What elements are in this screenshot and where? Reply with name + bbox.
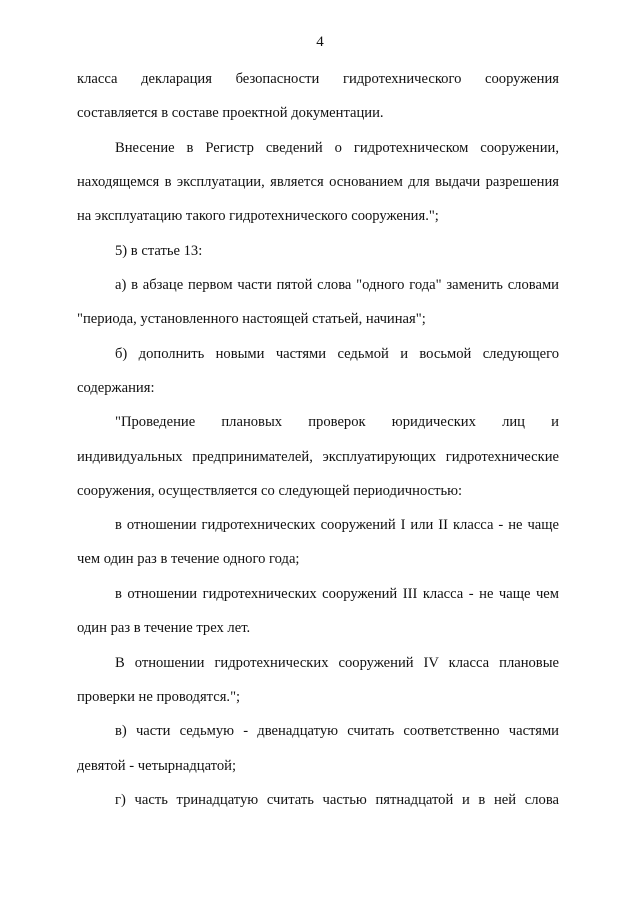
text-line: в отношении гидротехнических сооружений III класса - не чаще чем (115, 586, 559, 602)
text-line: составляется в составе проектной документации. (77, 105, 384, 121)
text-line: проверки не проводятся."; (77, 689, 241, 705)
text-line: индивидуальных предпринимателей, эксплуатирующих гидротехнические (77, 449, 559, 465)
text-line: один раз в течение трех лет. (77, 620, 251, 636)
text-line: "периода, установленного настоящей статьей, начиная"; (77, 311, 426, 327)
text-line: г) часть тринадцатую считать частью пятнадцатой и в ней слова (115, 792, 559, 808)
text-line: девятой - четырнадцатой; (77, 758, 237, 774)
text-line: на эксплуатацию такого гидротехнического сооружения."; (77, 208, 439, 224)
text-line: содержания: (77, 380, 155, 396)
text-line: в отношении гидротехнических сооружений I или II класса - не чаще (115, 517, 559, 533)
text-line: сооружения, осуществляется со следующей периодичностью: (77, 483, 463, 499)
text-line: чем один раз в течение одного года; (77, 551, 300, 567)
text-line: В отношении гидротехнических сооружений IV класса плановые (115, 655, 559, 671)
text-line: а) в абзаце первом части пятой слова "одного года" заменить словами (115, 277, 559, 293)
text-line: Внесение в Регистр сведений о гидротехническом сооружении, (115, 140, 559, 156)
text-line: находящемся в эксплуатации, является основанием для выдачи разрешения (77, 174, 559, 190)
text-line: б) дополнить новыми частями седьмой и восьмой следующего (115, 346, 559, 362)
text-line: в) части седьмую - двенадцатую считать соответственно частями (115, 723, 559, 739)
text-line: класса декларация безопасности гидротехнического сооружения (77, 71, 559, 87)
page-number: 4 (316, 34, 324, 50)
text-line: "Проведение плановых проверок юридических лиц и (115, 414, 559, 430)
text-line: 5) в статье 13: (115, 243, 203, 259)
